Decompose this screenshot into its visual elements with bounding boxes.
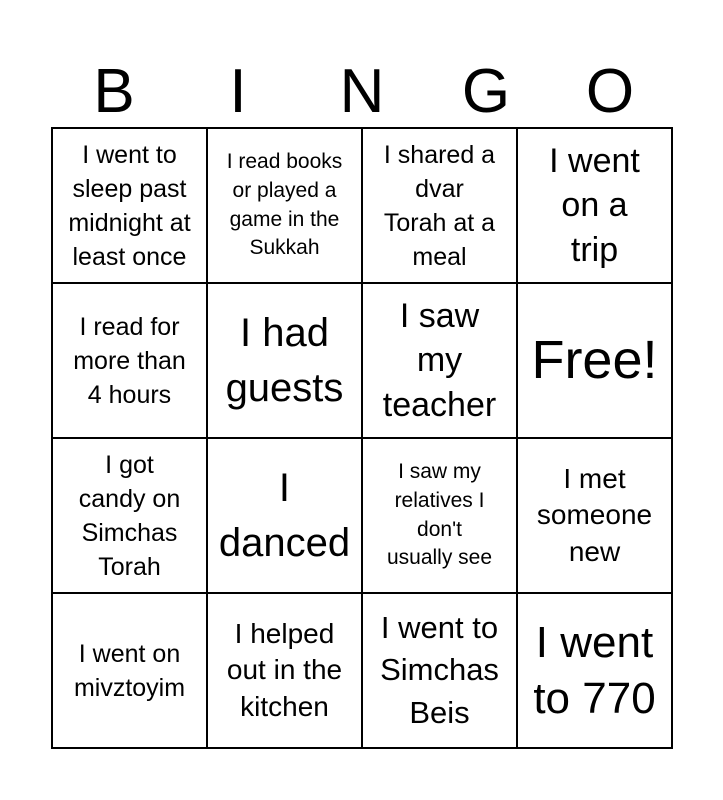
- bingo-board: [51, 127, 673, 749]
- cell-text: I shared a dvar Torah at a meal: [383, 140, 496, 271]
- cell-text: I saw my teacher: [382, 297, 497, 424]
- header-letter-g: G: [461, 57, 511, 126]
- bingo-header: [52, 52, 672, 128]
- bingo-cell[interactable]: [208, 439, 363, 594]
- cell-text: I went to sleep past midnight at least once: [68, 140, 191, 271]
- cell-text: I went on mivztoyim: [73, 639, 186, 702]
- cell-text: I went to Simchas Beis: [380, 610, 499, 730]
- bingo-cell[interactable]: [518, 439, 673, 594]
- cell-text: I got candy on Simchas Torah: [78, 450, 181, 581]
- bingo-cell[interactable]: [208, 594, 363, 749]
- cell-text: I went on a trip: [549, 142, 640, 269]
- bingo-free-cell[interactable]: [518, 284, 673, 439]
- header-letter-o: O: [585, 57, 635, 126]
- bingo-cell[interactable]: [518, 129, 673, 284]
- bingo-cell[interactable]: [53, 284, 208, 439]
- bingo-cell[interactable]: [208, 129, 363, 284]
- header-letter-b: B: [93, 57, 135, 126]
- cell-text: I met someone new: [536, 462, 653, 567]
- bingo-cell[interactable]: [363, 129, 518, 284]
- cell-text: I read for more than 4 hours: [73, 312, 186, 409]
- cell-text: Free!: [531, 330, 658, 391]
- header-letter-i: I: [229, 57, 247, 126]
- bingo-cell[interactable]: [363, 284, 518, 439]
- cell-text: I helped out in the kitchen: [226, 617, 343, 722]
- bingo-cell[interactable]: [518, 594, 673, 749]
- bingo-cell[interactable]: [208, 284, 363, 439]
- bingo-cell[interactable]: [53, 594, 208, 749]
- bingo-cell[interactable]: [53, 129, 208, 284]
- cell-text: I read books or played a game in the Sukkah: [226, 149, 343, 260]
- cell-text: I saw my relatives I don't usually see: [386, 459, 493, 570]
- header-letter-n: N: [339, 57, 385, 126]
- cell-text: I danced: [218, 466, 351, 565]
- bingo-cell[interactable]: [53, 439, 208, 594]
- cell-text: I went to 770: [533, 618, 656, 723]
- cell-text: I had guests: [225, 311, 344, 410]
- bingo-cell[interactable]: [363, 594, 518, 749]
- bingo-cell[interactable]: [363, 439, 518, 594]
